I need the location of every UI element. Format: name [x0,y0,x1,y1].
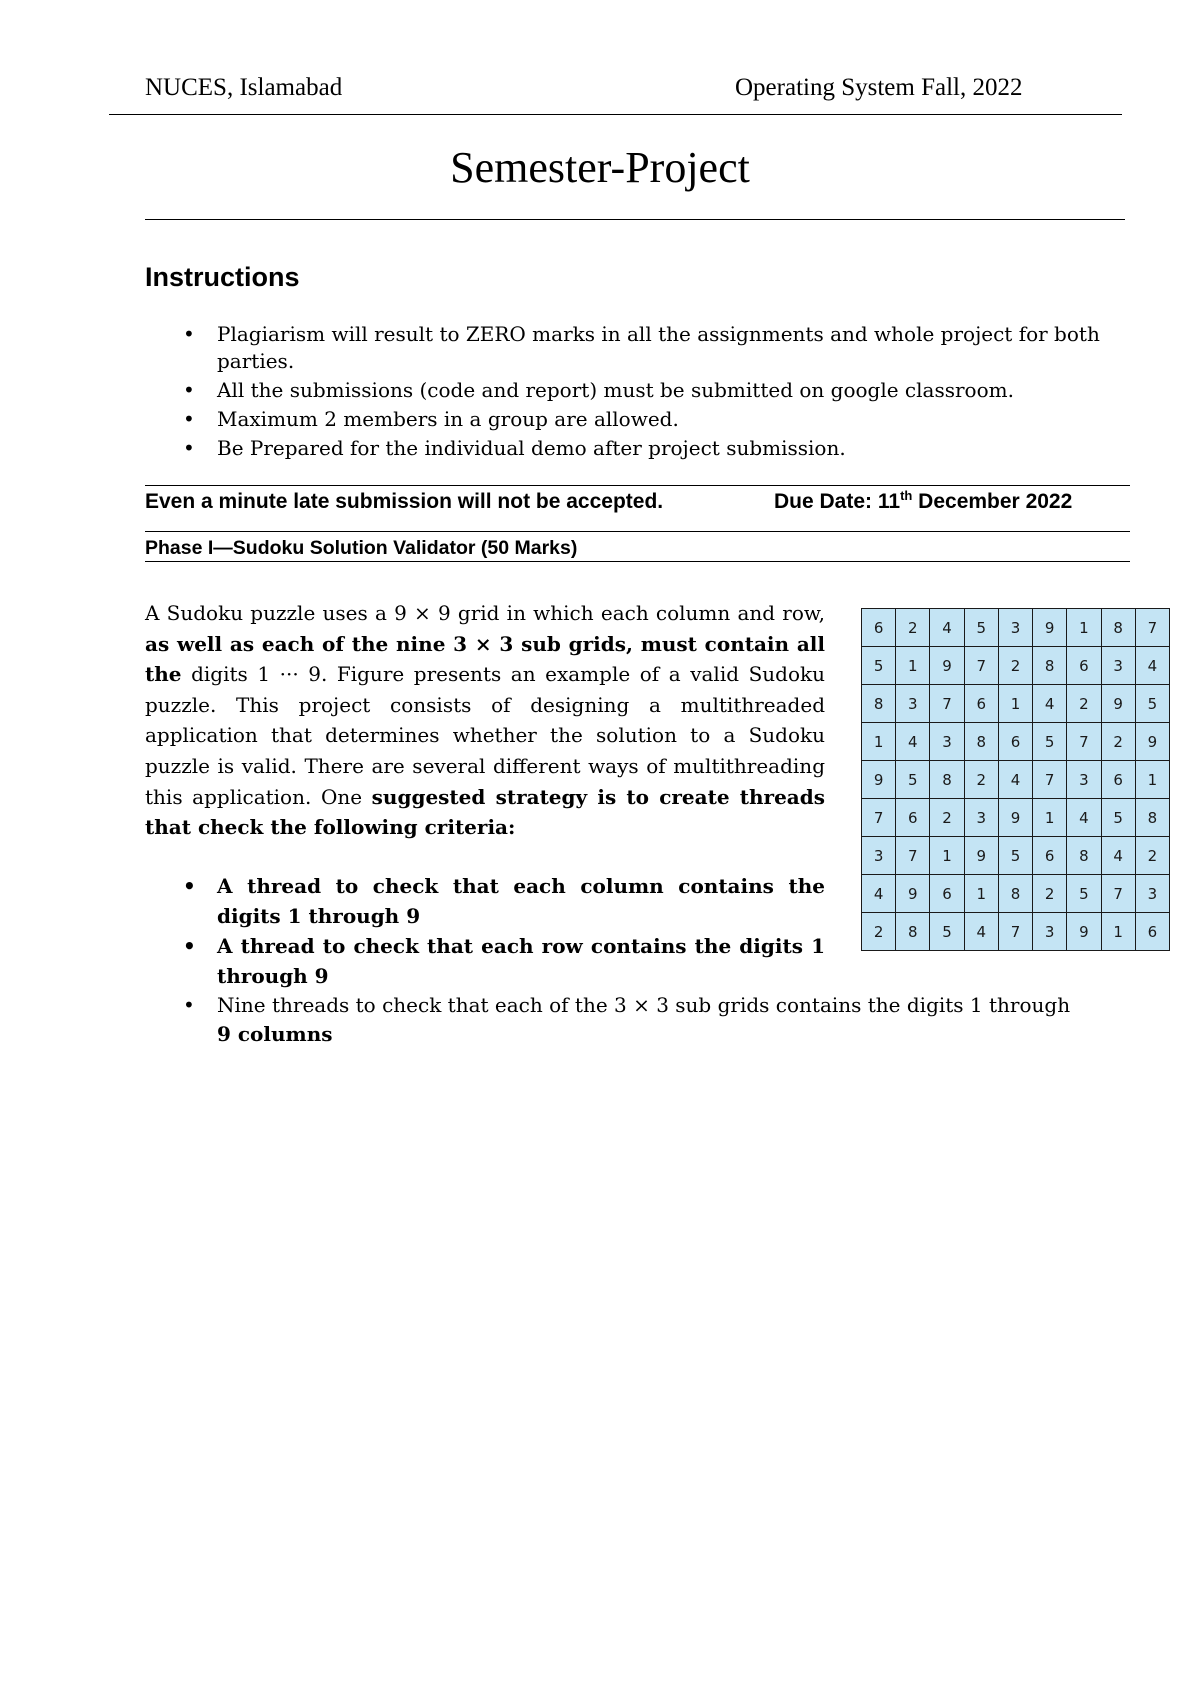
sudoku-cell: 7 [896,837,930,875]
sudoku-cell: 1 [964,875,998,913]
sudoku-cell: 2 [930,799,964,837]
sudoku-cell: 6 [964,685,998,723]
sudoku-cell: 2 [1033,875,1067,913]
sudoku-cell: 6 [1033,837,1067,875]
sudoku-row [862,799,1170,837]
sudoku-row [862,761,1170,799]
sudoku-cell: 9 [1033,609,1067,647]
sudoku-cell: 2 [896,609,930,647]
sudoku-cell: 9 [930,647,964,685]
sudoku-cell: 2 [1067,685,1101,723]
sudoku-cell: 8 [896,913,930,951]
sudoku-cell: 8 [930,761,964,799]
sudoku-cell: 9 [862,761,896,799]
notice-bottom-rule [145,531,1130,532]
sudoku-cell: 9 [964,837,998,875]
sudoku-cell: 7 [1101,875,1135,913]
notice-top-rule [145,485,1130,486]
instruction-item: • All the submissions (code and report) must be submitted on google classroom. [145,377,1130,404]
body-text-3: digits 1 ··· 9. Figure presents an example of a valid Sudoku puzzle. This project consists of designing a multithreaded application that determines whether the solution to a Sudoku puzzle is valid. There are several different ways of multithreading this application. One [145,662,825,809]
sudoku-cell: 3 [930,723,964,761]
phase-title: Phase I—Sudoku Solution Validator (50 Marks) [145,537,578,559]
sudoku-cell: 8 [862,685,896,723]
sudoku-cell: 2 [862,913,896,951]
page-title: Semester-Project [450,143,750,192]
sudoku-row [862,913,1170,951]
sudoku-cell: 9 [1067,913,1101,951]
sudoku-cell: 4 [862,875,896,913]
due-date-suffix: December 2022 [912,490,1073,513]
sudoku-grid [861,608,1170,951]
sudoku-cell: 4 [964,913,998,951]
sudoku-cell: 8 [1067,837,1101,875]
sudoku-cell: 6 [862,609,896,647]
sudoku-row [862,875,1170,913]
sudoku-cell: 9 [1135,723,1169,761]
criteria-item [145,991,1145,1049]
sudoku-cell: 5 [1135,685,1169,723]
title-rule [145,219,1125,220]
sudoku-cell: 2 [1135,837,1169,875]
sudoku-cell: 1 [896,647,930,685]
sudoku-cell: 7 [1033,761,1067,799]
phase-rule [145,561,1130,562]
sudoku-cell: 7 [1135,609,1169,647]
sudoku-row [862,723,1170,761]
instruction-item: • Maximum 2 members in a group are allowed. [145,406,1130,433]
body-text-1: A Sudoku puzzle uses a 9 × 9 grid in which each column and row, [145,601,825,625]
criteria-item: • A thread to check that each row contains the digits 1 through 9 [145,931,825,991]
header-rule [109,114,1122,115]
due-date-prefix: Due Date: 11 [774,490,901,513]
sudoku-cell: 2 [964,761,998,799]
criteria-list [145,871,825,991]
sudoku-cell: 9 [1101,685,1135,723]
sudoku-cell: 7 [862,799,896,837]
sudoku-cell: 6 [1135,913,1169,951]
instructions-heading: Instructions [145,262,300,292]
sudoku-cell: 7 [964,647,998,685]
sudoku-cell: 4 [1101,837,1135,875]
sudoku-cell: 9 [998,799,1032,837]
sudoku-cell: 7 [930,685,964,723]
sudoku-cell: 6 [1067,647,1101,685]
sudoku-cell: 2 [998,647,1032,685]
sudoku-cell: 6 [1101,761,1135,799]
body-text-2: as well as each of the nine 3 × 3 sub grids, must contain all the [145,631,825,687]
sudoku-cell: 6 [930,875,964,913]
sudoku-cell: 1 [930,837,964,875]
sudoku-cell: 5 [1033,723,1067,761]
body-text-4: suggested strategy is to create threads that check the following criteria: [145,784,826,840]
instructions-list [145,321,1130,462]
sudoku-cell: 8 [1101,609,1135,647]
instruction-item: • Plagiarism will result to ZERO marks in all the assignments and whole project for both parties. [145,321,1130,375]
late-submission-notice: Even a minute late submission will not be accepted. [145,490,664,513]
sudoku-cell: 3 [1033,913,1067,951]
sudoku-cell: 1 [1101,913,1135,951]
sudoku-cell: 9 [896,875,930,913]
sudoku-cell: 5 [930,913,964,951]
sudoku-cell: 4 [930,609,964,647]
sudoku-cell: 6 [896,799,930,837]
sudoku-cell: 8 [998,875,1032,913]
sudoku-cell: 5 [1067,875,1101,913]
sudoku-row [862,647,1170,685]
sudoku-cell: 3 [1135,875,1169,913]
sudoku-cell: 4 [1067,799,1101,837]
sudoku-cell: 4 [896,723,930,761]
criteria-item: • A thread to check that each column contains the digits 1 through 9 [145,871,825,931]
sudoku-cell: 2 [1101,723,1135,761]
sudoku-cell: 6 [998,723,1032,761]
sudoku-row [862,685,1170,723]
sudoku-cell: 7 [998,913,1032,951]
sudoku-cell: 1 [1067,609,1101,647]
instruction-item: • Be Prepared for the individual demo after project submission. [145,435,1130,462]
body-paragraph [145,598,825,843]
sudoku-row [862,837,1170,875]
sudoku-cell: 3 [998,609,1032,647]
sudoku-cell: 4 [998,761,1032,799]
sudoku-cell: 8 [964,723,998,761]
sudoku-cell: 3 [862,837,896,875]
sudoku-cell: 4 [1033,685,1067,723]
sudoku-cell: 8 [1135,799,1169,837]
sudoku-cell: 1 [1033,799,1067,837]
sudoku-cell: 5 [1101,799,1135,837]
header-right: Operating System Fall, 2022 [735,74,1023,101]
last-criteria-list [145,991,1145,1049]
sudoku-cell: 5 [896,761,930,799]
sudoku-cell: 1 [862,723,896,761]
header-left: NUCES, Islamabad [145,74,343,101]
sudoku-cell: 5 [964,609,998,647]
sudoku-cell: 7 [1067,723,1101,761]
sudoku-cell: 3 [964,799,998,837]
sudoku-cell: 3 [896,685,930,723]
due-date [774,490,1072,514]
sudoku-cell: 4 [1135,647,1169,685]
sudoku-cell: 5 [862,647,896,685]
sudoku-cell: 5 [998,837,1032,875]
sudoku-cell: 8 [1033,647,1067,685]
criteria-item-line1: Nine threads to check that each of the 3 × 3 sub grids contains the digits 1 through [217,993,1071,1017]
sudoku-row [862,609,1170,647]
sudoku-cell: 3 [1067,761,1101,799]
sudoku-cell: 1 [998,685,1032,723]
due-date-sup: th [900,488,913,503]
sudoku-cell: 3 [1101,647,1135,685]
sudoku-cell: 1 [1135,761,1169,799]
criteria-item-line2: 9 columns [217,1022,333,1046]
